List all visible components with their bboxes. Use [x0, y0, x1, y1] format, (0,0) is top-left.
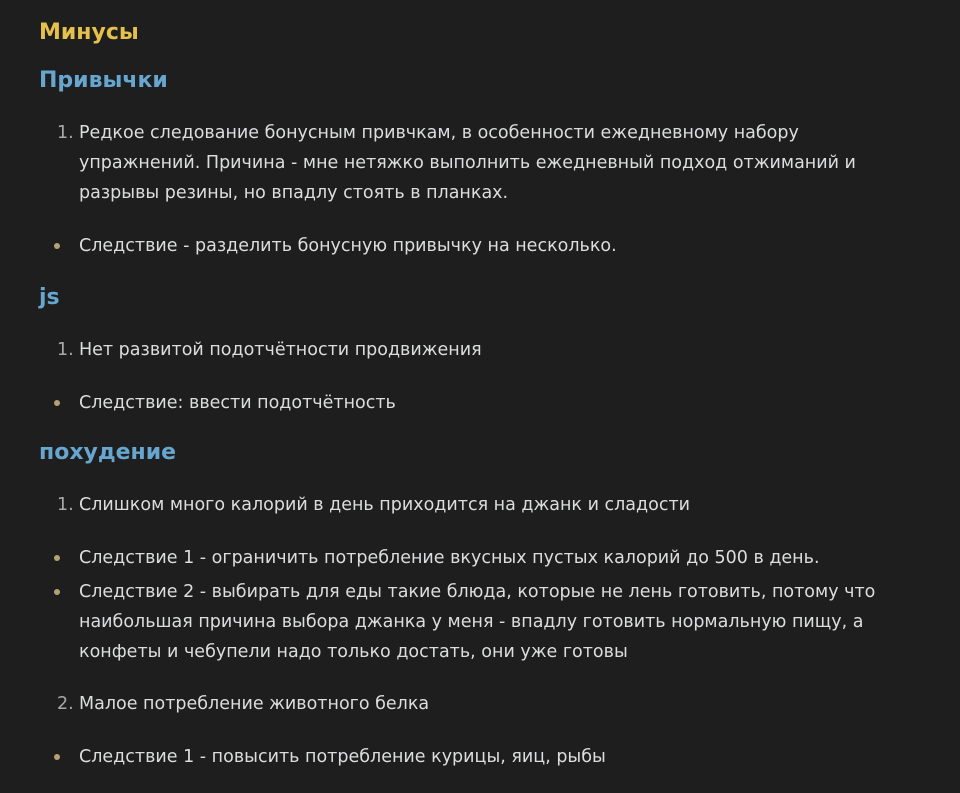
list-item-text: Малое потребление животного белка	[79, 694, 430, 714]
bullet-dot	[54, 555, 60, 561]
heading-minuses: Минусы	[39, 20, 139, 45]
bullet-item-weight-loss-consequence-1	[79, 543, 879, 573]
list-item-line: упражнений. Причина - мне нетяжко выполнить ежедневный подход отжиманий и	[79, 153, 856, 173]
bullet-text: Следствие - разделить бонусную привычку на несколько.	[79, 236, 617, 256]
bullet-item-habits-consequence	[79, 231, 879, 261]
list-item-habits-1	[57, 118, 879, 208]
list-item-js-1	[57, 335, 879, 365]
list-item-text: Слишком много калорий в день приходится на джанк и сладости	[79, 495, 691, 515]
list-number: 1.	[57, 495, 74, 515]
heading-weight-loss: похудение	[39, 440, 177, 465]
bullet-item-weight-loss-consequence-2	[79, 577, 879, 667]
list-item-line: Редкое следование бонусным привчкам, в особенности ежедневному набору	[79, 123, 799, 143]
list-item-line: разрывы резины, но впадлу стоять в планках.	[79, 183, 509, 203]
bullet-text: Следствие: ввести подотчётность	[79, 393, 396, 413]
list-item-weight-loss-2	[57, 689, 879, 719]
bullet-line: конфеты и чебупели надо только достать, они уже готовы	[79, 642, 628, 662]
list-number: 1.	[57, 340, 74, 360]
bullet-dot	[54, 754, 60, 760]
bullet-line: наибольшая причина выбора джанка у меня - впадлу готовить нормальную пищу, а	[79, 612, 864, 632]
bullet-line: Следствие 2 - выбирать для еды такие блюда, которые не лень готовить, потому что	[79, 582, 876, 602]
heading-js: js	[39, 285, 60, 310]
bullet-text: Следствие 1 - повысить потребление курицы, яиц, рыбы	[79, 747, 606, 767]
bullet-dot	[54, 243, 60, 249]
list-number: 1.	[57, 123, 74, 143]
bullet-dot	[54, 589, 60, 595]
bullet-text: Следствие 1 - ограничить потребление вкусных пустых калорий до 500 в день.	[79, 548, 820, 568]
bullet-item-weight-loss-consequence-3	[79, 742, 879, 772]
bullet-item-js-consequence	[79, 388, 879, 418]
list-item-weight-loss-1	[57, 490, 879, 520]
list-number: 2.	[57, 694, 74, 714]
heading-habits: Привычки	[39, 68, 168, 93]
bullet-dot	[54, 400, 60, 406]
list-item-text: Нет развитой подотчётности продвижения	[79, 340, 482, 360]
